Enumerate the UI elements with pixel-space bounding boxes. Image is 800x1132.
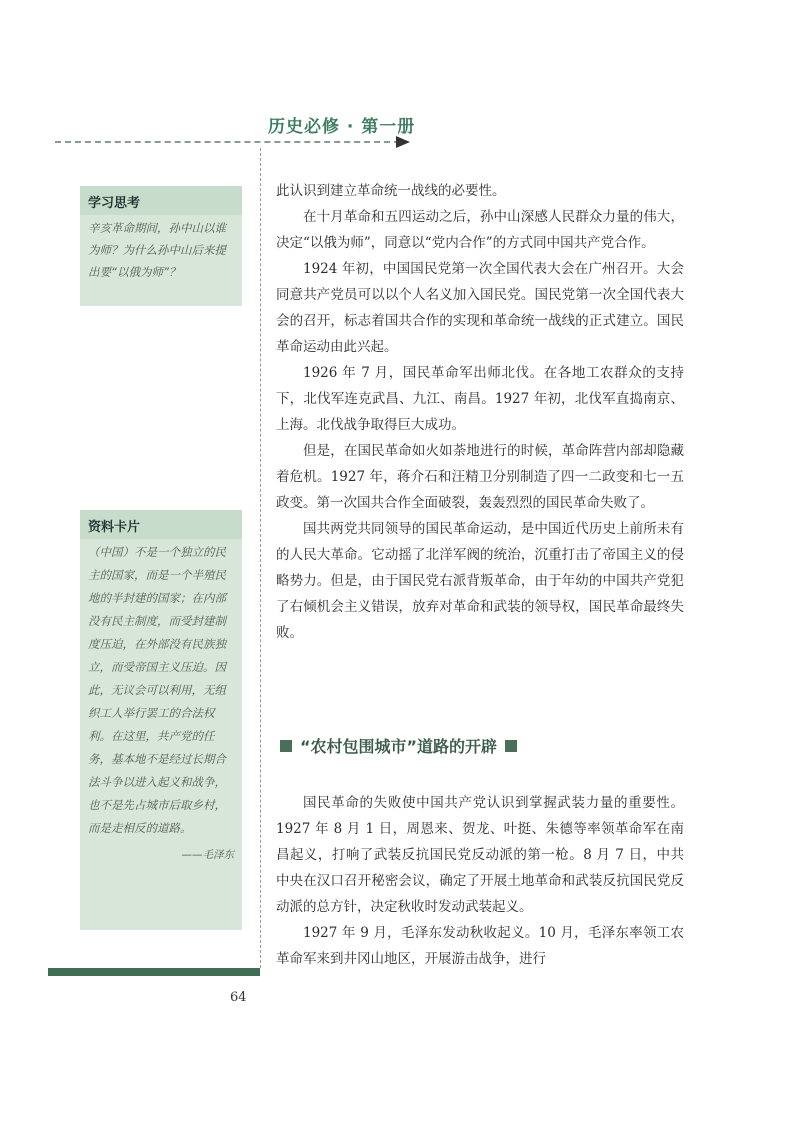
square-bullet-icon [505, 740, 517, 752]
column-divider [260, 148, 261, 968]
material-card-text: （中国）不是一个独立的民主的国家，而是一个半殖民地的半封建的国家；在内部没有民主制度，而受封建制度压迫，在外部没有民族独立，而受帝国主义压迫。因此，无议会可以利用，无组织工人举行罢工的合法权利。在这里，共产党的任务，基本地不是经过长期合法斗争以进入起义和战争，也不是先占城市后取乡村，而是走相反的道路。 [88, 545, 226, 835]
paragraph: 国民革命的失败使中国共产党认识到掌握武装力量的重要性。1927 年 8 月 1 日，周恩来、贺龙、叶挺、朱德等率领革命军在南昌起义，打响了武装反抗国民党反动派的第一枪。8 月 7 日，中共中央在汉口召开秘密会议，确定了开展土地革命和武装反抗国民党反动派的总方针，决定秋收时发动武装起义。 [276, 795, 684, 915]
header-rule [55, 141, 400, 143]
main-text-lower [276, 790, 684, 972]
study-think-body: 辛亥革命期间，孙中山以谁为师？为什么孙中山后来提出要“以俄为师”？ [88, 221, 226, 279]
section-heading-text: “农村包围城市”道路的开辟 [300, 737, 498, 756]
paragraph: 1924 年初，中国国民党第一次全国代表大会在广州召开。大会同意共产党员可以以个人名义加入国民党。国民党第一次全国代表大会的召开，标志着国共合作的实现和革命统一战线的正式建立。国民革命运动由此兴起。 [276, 261, 684, 355]
material-card-title: 资料卡片 [80, 510, 242, 539]
study-think-title: 学习思考 [80, 186, 242, 215]
paragraph: 1926 年 7 月，国民革命军出师北伐。在各地工农群众的支持下，北伐军连克武昌、九江、南昌。1927 年初，北伐军直捣南京、上海。北伐战争取得巨大成功。 [276, 365, 684, 433]
running-header-title: 历史必修 · 第一册 [268, 117, 416, 137]
page-number: 64 [230, 990, 247, 1005]
square-bullet-icon [280, 740, 292, 752]
main-text-upper [276, 178, 684, 646]
study-think-box [80, 186, 242, 306]
paragraph: 但是，在国民革命如火如荼地进行的时候，革命阵营内部却隐藏着危机。1927 年，蒋介石和汪精卫分别制造了四一二政变和七一五政变。第一次国共合作全面破裂，轰轰烈烈的国民革命失败了。 [276, 443, 684, 511]
paragraph: 1927 年 9 月，毛泽东发动秋收起义。10 月，毛泽东率领工农革命军来到井冈山地区，开展游击战争，进行 [276, 925, 684, 967]
section-heading [280, 734, 517, 757]
footer-bar [48, 968, 260, 976]
paragraph: 此认识到建立革命统一战线的必要性。 [276, 183, 506, 199]
paragraph: 国共两党共同领导的国民革命运动，是中国近代历史上前所未有的人民大革命。它动摇了北洋军阀的统治，沉重打击了帝国主义的侵略势力。但是，由于国民党右派背叛革命，由于年幼的中国共产党犯了右倾机会主义错误，放弃对革命和武装的领导权，国民革命最终失败。 [276, 521, 684, 641]
material-card-box [80, 510, 242, 930]
paragraph: 在十月革命和五四运动之后，孙中山深感人民群众力量的伟大，决定“以俄为师”，同意以“党内合作”的方式同中国共产党合作。 [276, 209, 684, 251]
material-card-body [80, 539, 242, 875]
header-arrow-icon [396, 136, 410, 148]
material-card-signature: ——毛泽东 [181, 849, 234, 861]
